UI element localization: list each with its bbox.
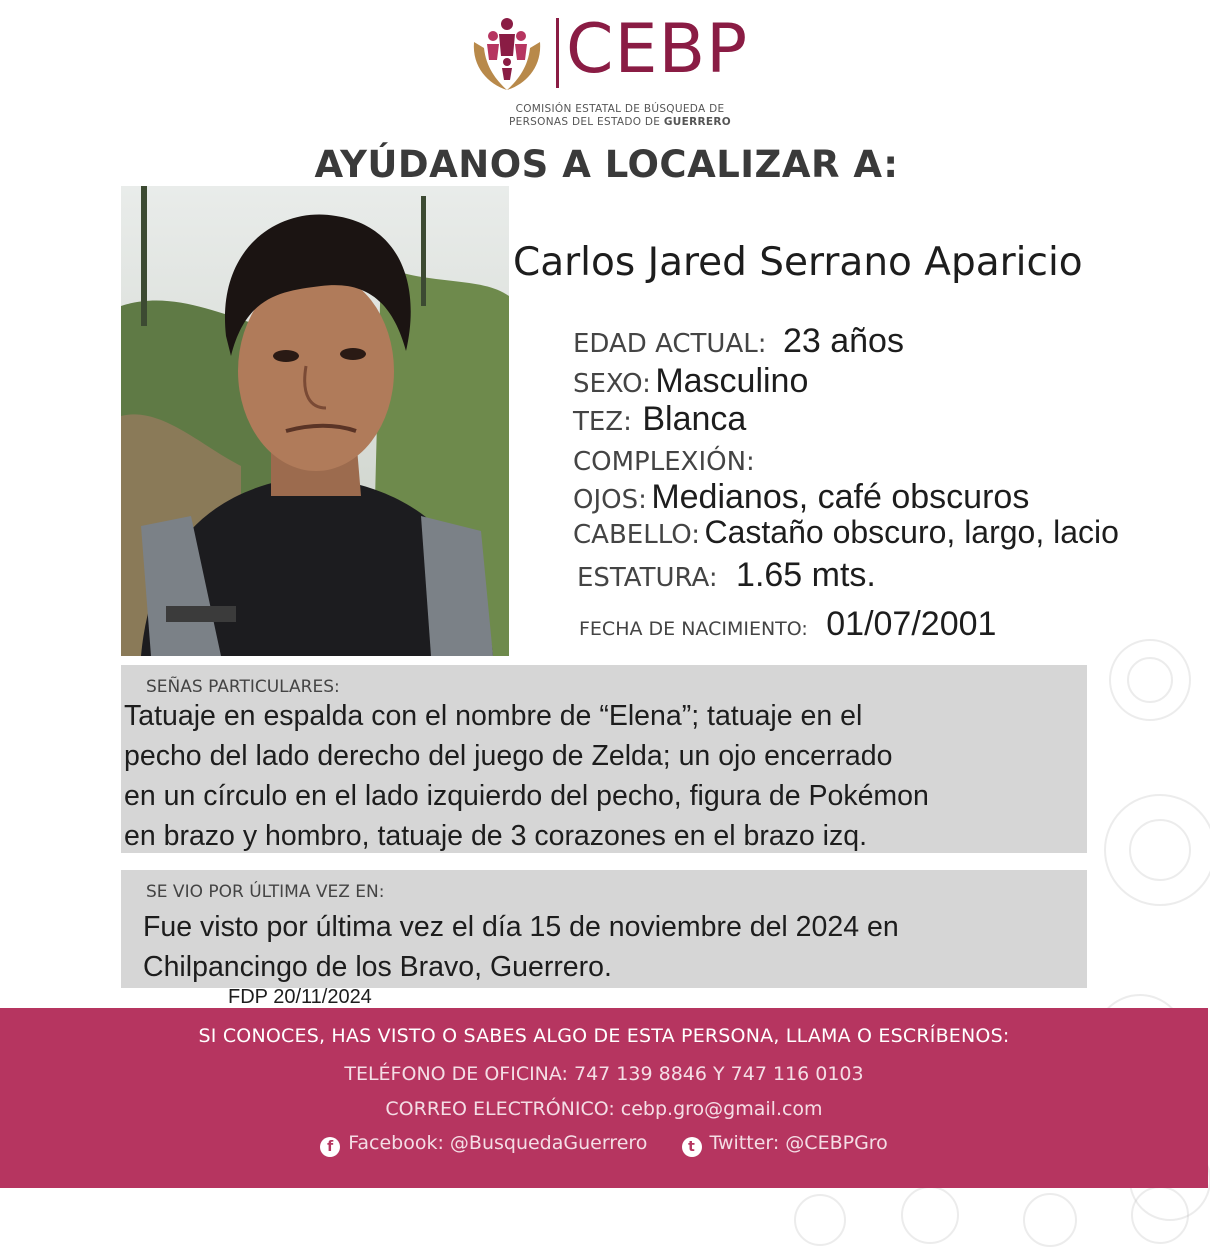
logo-subtitle: COMISIÓN ESTATAL DE BÚSQUEDA DE PERSONAS DEL ESTADO DE GUERRERO [509,103,731,128]
last-seen-text: Fue visto por última vez el día 15 de noviembre del 2024 en Chilpancingo de los Bravo, Guerrero. [143,911,899,983]
age-label: EDAD ACTUAL: [573,329,767,359]
person-name: Carlos Jared Serrano Aparicio [513,240,1083,285]
hair-field [573,514,1119,551]
skin-label: TEZ: [573,407,632,437]
twitter-handle[interactable]: Twitter: @CEBPGro [709,1132,888,1154]
sex-label: SEXO: [573,369,651,399]
contact-phone: TELÉFONO DE OFICINA: 747 139 8846 Y 747 116 0103 [344,1063,864,1085]
last-seen-label: SE VIO POR ÚLTIMA VEZ EN: [146,882,385,902]
contact-title: SI CONOCES, HAS VISTO O SABES ALGO DE ESTA PERSONA, LLAMA O ESCRÍBENOS: [198,1025,1010,1047]
birthdate-label: FECHA DE NACIMIENTO: [579,618,808,640]
hair-value: Castaño obscuro, largo, lacio [704,514,1119,550]
hair-label: CABELLO: [573,520,701,550]
person-photo [121,186,509,656]
eyes-field [573,478,1029,517]
eyes-label: OJOS: [573,485,647,515]
cebp-logo-icon [466,12,548,94]
build-field [573,440,755,479]
height-field [577,556,876,595]
logo-divider [556,18,559,88]
marks-text: Tatuaje en espalda con el nombre de “Elena”; tatuaje en el pecho del lado derecho del juego de Zelda; un ojo encerrado en un círculo en el lado izquierdo del pecho, figura de Pokémon en brazo y hombro, tatuaje de 3 corazones en el brazo izq. [124,700,929,852]
facebook-icon: f [320,1137,340,1157]
contact-social [0,1132,1208,1157]
fdp-date: FDP 20/11/2024 [228,986,372,1008]
birthdate-value: 01/07/2001 [826,605,997,643]
headline: AYÚDANOS A LOCALIZAR A: [314,143,899,186]
sex-field [573,362,808,401]
age-field [573,322,904,361]
skin-value: Blanca [642,400,747,438]
skin-field [573,400,746,439]
sex-value: Masculino [655,362,809,400]
birthdate-field [579,605,996,644]
build-label: COMPLEXIÓN: [573,447,755,477]
decorative-ornament [760,1180,1210,1250]
logo-text: CEBP [566,10,749,89]
age-value: 23 años [782,322,904,360]
marks-label: SEÑAS PARTICULARES: [146,677,340,697]
eyes-value: Medianos, café obscuros [651,478,1030,516]
height-value: 1.65 mts. [736,556,876,594]
facebook-handle[interactable]: Facebook: @BusquedaGuerrero [348,1132,648,1154]
height-label: ESTATURA: [577,563,718,593]
contact-email: CORREO ELECTRÓNICO: cebp.gro@gmail.com [385,1098,823,1120]
twitter-icon: t [682,1137,702,1157]
